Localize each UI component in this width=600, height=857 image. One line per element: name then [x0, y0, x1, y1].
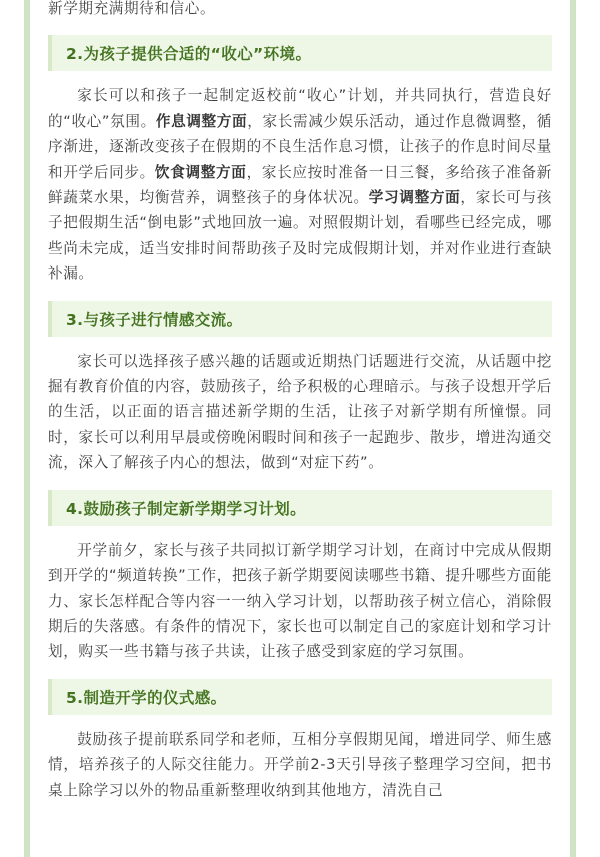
- section-2-bold-sleep: 作息调整方面: [155, 112, 248, 130]
- section-2-text-start: 家长可以和孩子一起制定返校前“收心”计划，并共同执行，营造良好的“收心”氛围。: [48, 87, 552, 130]
- section-4-heading: 4.鼓励孩子制定新学期学习计划。: [48, 490, 552, 526]
- section-5-heading: 5.制造开学的仪式感。: [48, 679, 552, 715]
- section-2-text-mid1: ，家长需减少娱乐活动，通过作息微调整，循序渐进，逐渐改变孩子在假期的不良生活作息习惯，让孩子的作息时间尽量和开学后同步。: [48, 112, 552, 181]
- section-2-heading: 2.为孩子提供合适的“收心”环境。: [48, 35, 552, 71]
- section-2-text-mid2: ，家长应按时准备一日三餐，多给孩子准备新鲜蔬菜水果，均衡营养，调整孩子的身体状况。: [48, 163, 552, 207]
- section-2-paragraph: [48, 83, 552, 286]
- section-2-bold-study: 学习调整方面: [368, 189, 461, 207]
- left-border: [24, 0, 30, 857]
- right-border: [570, 0, 576, 857]
- section-4-paragraph: 开学前夕，家长与孩子共同拟订新学期学习计划，在商讨中完成从假期到开学的“频道转换”工作，把孩子新学期要阅读哪些书籍、提升哪些方面能力、家长怎样配合等内容一一纳入学习计划，以帮助孩子树立信心，消除假期后的失落感。有条件的情况下，家长也可以制定自己的家庭计划和学习计划，购买一些书籍与孩子共读，让孩子感受到家庭的学习氛围。: [48, 541, 552, 661]
- intro-tail: 新学期充满期待和信心。: [48, 0, 216, 17]
- section-2-bold-diet: 饮食调整方面: [154, 163, 247, 181]
- section-3-paragraph: 家长可以选择孩子感兴趣的话题或近期热门话题进行交流，从话题中挖掘有教育价值的内容，鼓励孩子，给予积极的心理暗示。与孩子设想开学后的生活，以正面的语言描述新学期的生活，让孩子对新学期有所憧憬。同时，家长可以利用早晨或傍晚闲暇时间和孩子一起跑步、散步，增进沟通交流，深入了解孩子内心的想法，做到“对症下药”。: [48, 352, 552, 472]
- section-5-paragraph: 鼓励孩子提前联系同学和老师，互相分享假期见闻，增进同学、师生感情，培养孩子的人际交往能力。开学前2-3天引导孩子整理学习空间，把书桌上除学习以外的物品重新整理收纳到其他地方，清洗自己: [48, 730, 552, 799]
- article-body: [48, 0, 552, 803]
- section-3-heading: 3.与孩子进行情感交流。: [48, 301, 552, 337]
- section-2-text-end: ，家长可与孩子把假期生活“倒电影”式地回放一遍。对照假期计划，看哪些已经完成，哪些尚未完成，适当安排时间帮助孩子及时完成假期计划，并对作业进行查缺补漏。: [48, 189, 552, 283]
